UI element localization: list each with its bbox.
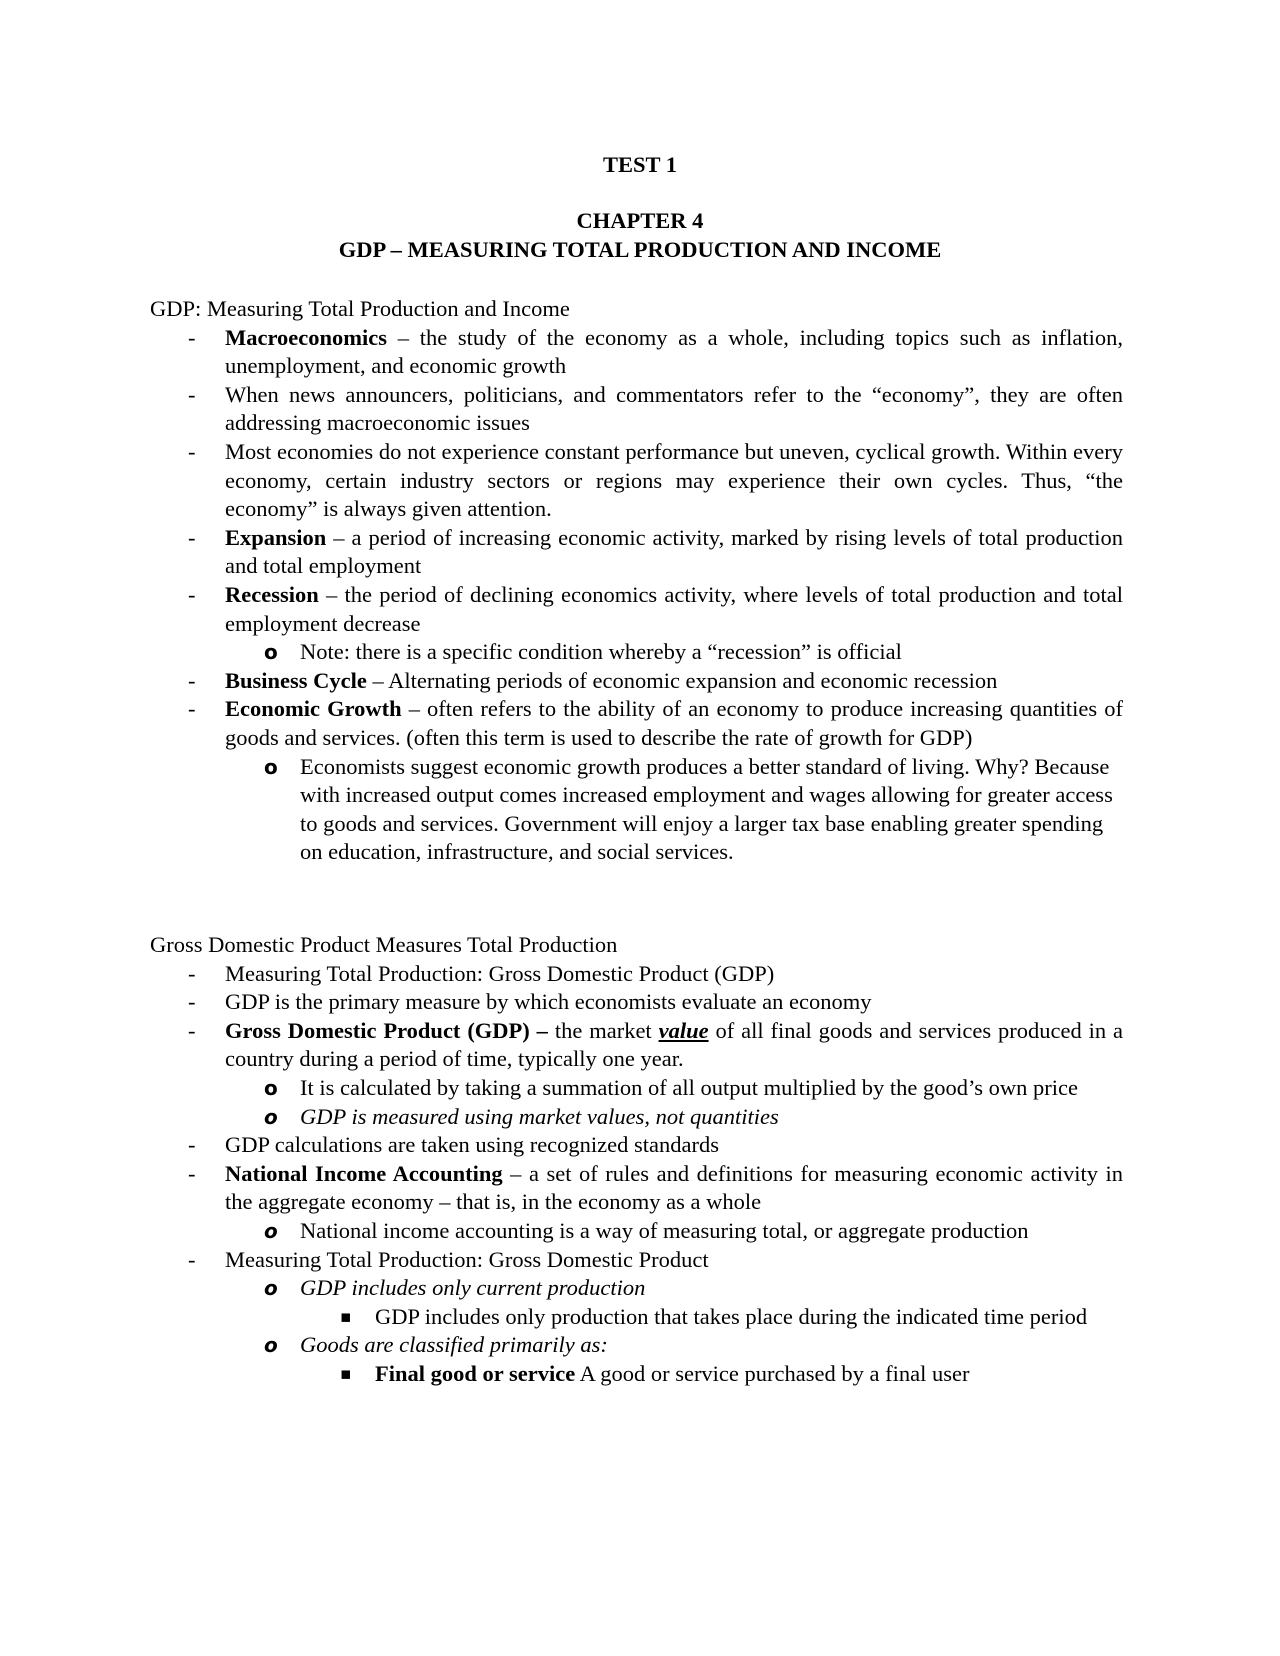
- definition: of all final goods and services produced in a country during a period of time, typically one year.: [225, 1017, 1123, 1072]
- list-item: [225, 667, 1123, 696]
- chapter-title: GDP – MEASURING TOTAL PRODUCTION AND INCOME: [338, 237, 942, 262]
- bullet-list: [150, 960, 1150, 1389]
- definition: – a period of increasing economic activity, marked by rising levels of total production and total employment: [225, 524, 1123, 579]
- list-item: - GDP is the primary measure by which economists evaluate an economy: [225, 988, 1123, 1017]
- list-item: [225, 695, 1123, 752]
- definition: – the study of the economy as a whole, including topics such as inflation, unemployment, and economic growth: [225, 324, 1123, 379]
- list-item: - GDP calculations are taken using recognized standards: [225, 1131, 1123, 1160]
- sub-list-item: o Note: there is a specific condition whereby a “recession” is official: [300, 638, 1123, 667]
- sub-list-item: [300, 1217, 1123, 1246]
- bullet-list: [150, 324, 1150, 867]
- term: Final good or service: [375, 1360, 576, 1386]
- list-item: - Measuring Total Production: Gross Domestic Product (GDP): [225, 960, 1123, 989]
- sub-sub-list-item: [375, 1360, 1123, 1389]
- term: Economic Growth: [225, 696, 402, 722]
- section-title: Gross Domestic Product Measures Total Production: [150, 932, 618, 957]
- sub-sub-list-item: ▪ GDP includes only production that takes place during the indicated time period: [375, 1303, 1123, 1332]
- term: Gross Domestic Product (GDP) –: [225, 1017, 548, 1043]
- section-gdp-measuring: [150, 295, 1150, 867]
- list-item: [225, 1017, 1123, 1074]
- list-item: - When news announcers, politicians, and commentators refer to the “economy”, they are often addressing macroeconomic issues: [225, 381, 1123, 438]
- sub-list-item: o Economists suggest economic growth produces a better standard of living. Why? Because with increased output comes increased employment and wages allowing for greater access to goods and services. Government will enjoy a larger tax base enabling greater spending on education, infrastructure, and social services.: [300, 753, 1123, 867]
- definition: – the period of declining economics activity, where levels of total production and total employment decrease: [225, 581, 1123, 636]
- term: Macroeconomics: [225, 324, 388, 350]
- list-item: - Most economies do not experience constant performance but uneven, cyclical growth. Within every economy, certain industry sectors or regions may experience their own cycles. Thus, “the economy” is always given attention.: [225, 438, 1123, 524]
- term: National Income Accounting: [225, 1160, 503, 1186]
- emphasis-value: value: [658, 1017, 709, 1043]
- sub-list-item: o Goods are classified primarily as:: [300, 1331, 1123, 1360]
- list-item: [225, 524, 1123, 581]
- sub-list-item: o GDP is measured using market values, not quantities: [300, 1103, 1123, 1132]
- term: Business Cycle: [225, 667, 367, 693]
- definition: – a set of rules and definitions for measuring economic activity in the aggregate economy – that is, in the economy as a whole: [225, 1160, 1123, 1215]
- list-item: - Measuring Total Production: Gross Domestic Product: [225, 1246, 1123, 1275]
- chapter-heading: CHAPTER 4: [576, 208, 704, 233]
- list-item: [225, 324, 1123, 381]
- definition: – Alternating periods of economic expansion and economic recession: [366, 667, 998, 693]
- term: Recession: [225, 581, 319, 607]
- section-title: GDP: Measuring Total Production and Income: [150, 296, 570, 321]
- definition: A good or service purchased by a final user: [575, 1360, 970, 1386]
- sub-list-item: o GDP includes only current production: [300, 1274, 1123, 1303]
- definition: the market: [547, 1017, 659, 1043]
- definition: – often refers to the ability of an economy to produce increasing quantities of goods and services. (often this term is used to describe the rate of growth for GDP): [225, 696, 1123, 750]
- list-item: [225, 581, 1123, 638]
- section-gdp-total-production: [150, 931, 1150, 1389]
- test-heading: TEST 1: [602, 152, 677, 177]
- sub-list-item: o It is calculated by taking a summation of all output multiplied by the good’s own price: [300, 1074, 1123, 1103]
- sub-list-text: National income accounting is a way of measuring total, or aggregate production: [300, 1217, 1029, 1243]
- list-item: [225, 1160, 1123, 1217]
- term: Expansion: [225, 524, 327, 550]
